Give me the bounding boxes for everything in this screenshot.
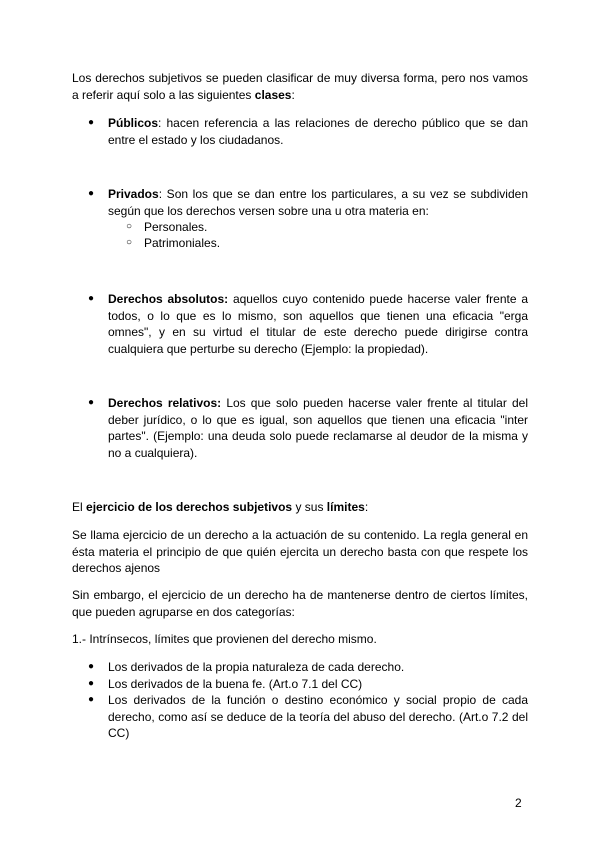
bullet-term: Derechos absolutos: bbox=[108, 292, 229, 306]
list-item bbox=[72, 659, 528, 676]
heading-mid: y sus bbox=[292, 500, 327, 514]
limits-list bbox=[72, 659, 528, 742]
bullet-relativos bbox=[72, 395, 528, 461]
intro-paragraph bbox=[72, 70, 528, 103]
bullet-term: Derechos relativos: bbox=[108, 396, 222, 410]
bullet-icon: ● bbox=[88, 188, 95, 199]
bullet-absolutos bbox=[72, 291, 528, 357]
intro-text: Los derechos subjetivos se pueden clasificar de muy diversa forma, pero nos vamos a referir aquí solo a las siguientes bbox=[72, 71, 528, 102]
bullet-body: Los que solo pueden hacerse valer frente al titular del deber jurídico, o lo que es igual, son aquellos que tienen una eficacia "inter partes". (Ejemplo: una deuda solo puede reclamarse al deudor de la misma y no a cualquiera). bbox=[108, 396, 528, 460]
list-item-text: Los derivados de la función o destino económico y social propio de cada derecho, como así se deduce de la teoría del abuso del derecho. (Art.o 7.2 del CC) bbox=[108, 693, 528, 740]
circle-bullet-icon: ○ bbox=[126, 221, 133, 232]
sub-item-text: Personales. bbox=[144, 220, 208, 234]
bullet-icon: ● bbox=[88, 661, 95, 672]
circle-bullet-icon: ○ bbox=[126, 237, 133, 248]
list-item bbox=[72, 676, 528, 693]
paragraph-3: 1.- Intrínsecos, límites que provienen del derecho mismo. bbox=[72, 632, 377, 646]
bullet-icon: ● bbox=[88, 397, 95, 408]
bullet-text bbox=[108, 115, 528, 148]
intro-bold: clases bbox=[254, 87, 292, 102]
sub-item bbox=[126, 235, 528, 251]
bullet-text bbox=[108, 291, 528, 357]
heading-bold-2: límites bbox=[326, 500, 365, 514]
list-item bbox=[72, 692, 528, 742]
heading-bold-1: ejercicio de los derechos subjetivos bbox=[86, 500, 293, 514]
list-item-text: Los derivados de la propia naturaleza de cada derecho. bbox=[108, 660, 405, 674]
bullet-icon: ● bbox=[88, 117, 95, 128]
paragraph-1: Se llama ejercicio de un derecho a la actuación de su contenido. La regla general en ésta materia el principio de que quién ejercita un derecho basta con que respete los derechos ajenos bbox=[72, 528, 528, 575]
sub-item bbox=[126, 219, 528, 235]
intro-post: : bbox=[291, 87, 295, 102]
bullet-icon: ● bbox=[88, 293, 95, 304]
heading-post: : bbox=[364, 500, 369, 514]
bullet-privados bbox=[72, 186, 528, 251]
bullet-icon: ● bbox=[88, 677, 95, 689]
bullet-term: Públicos bbox=[108, 116, 159, 130]
bullet-term: Privados bbox=[108, 187, 159, 201]
page-number: 2 bbox=[515, 796, 522, 810]
bullet-text bbox=[108, 395, 528, 461]
bullet-publicos bbox=[72, 115, 528, 148]
paragraph-2: Sin embargo, el ejercicio de un derecho ha de mantenerse dentro de ciertos límites, que pueden agruparse en dos categorías: bbox=[72, 588, 528, 619]
section-heading bbox=[72, 499, 528, 516]
bullet-body: : Son los que se dan entre los particulares, a su vez se subdividen según que los derechos versen sobre una u otra materia en: bbox=[108, 187, 528, 218]
sub-item-text: Patrimoniales. bbox=[144, 236, 221, 250]
bullet-body: aquellos cuyo contenido puede hacerse valer frente a todos, o lo que es lo mismo, son aquellos que tienen una eficacia "erga omnes", y en su virtud el titular de este derecho puede dirigirse contra cualquiera que perturbe su derecho (Ejemplo: la propiedad). bbox=[108, 292, 528, 356]
bullet-body: : hacen referencia a las relaciones de derecho público que se dan entre el estado y los ciudadanos. bbox=[108, 116, 528, 147]
heading-text: El bbox=[72, 500, 87, 514]
list-item-text: Los derivados de la buena fe. (Art.o 7.1 del CC) bbox=[108, 676, 363, 691]
bullet-icon: ● bbox=[88, 694, 95, 705]
bullet-text bbox=[108, 186, 528, 219]
